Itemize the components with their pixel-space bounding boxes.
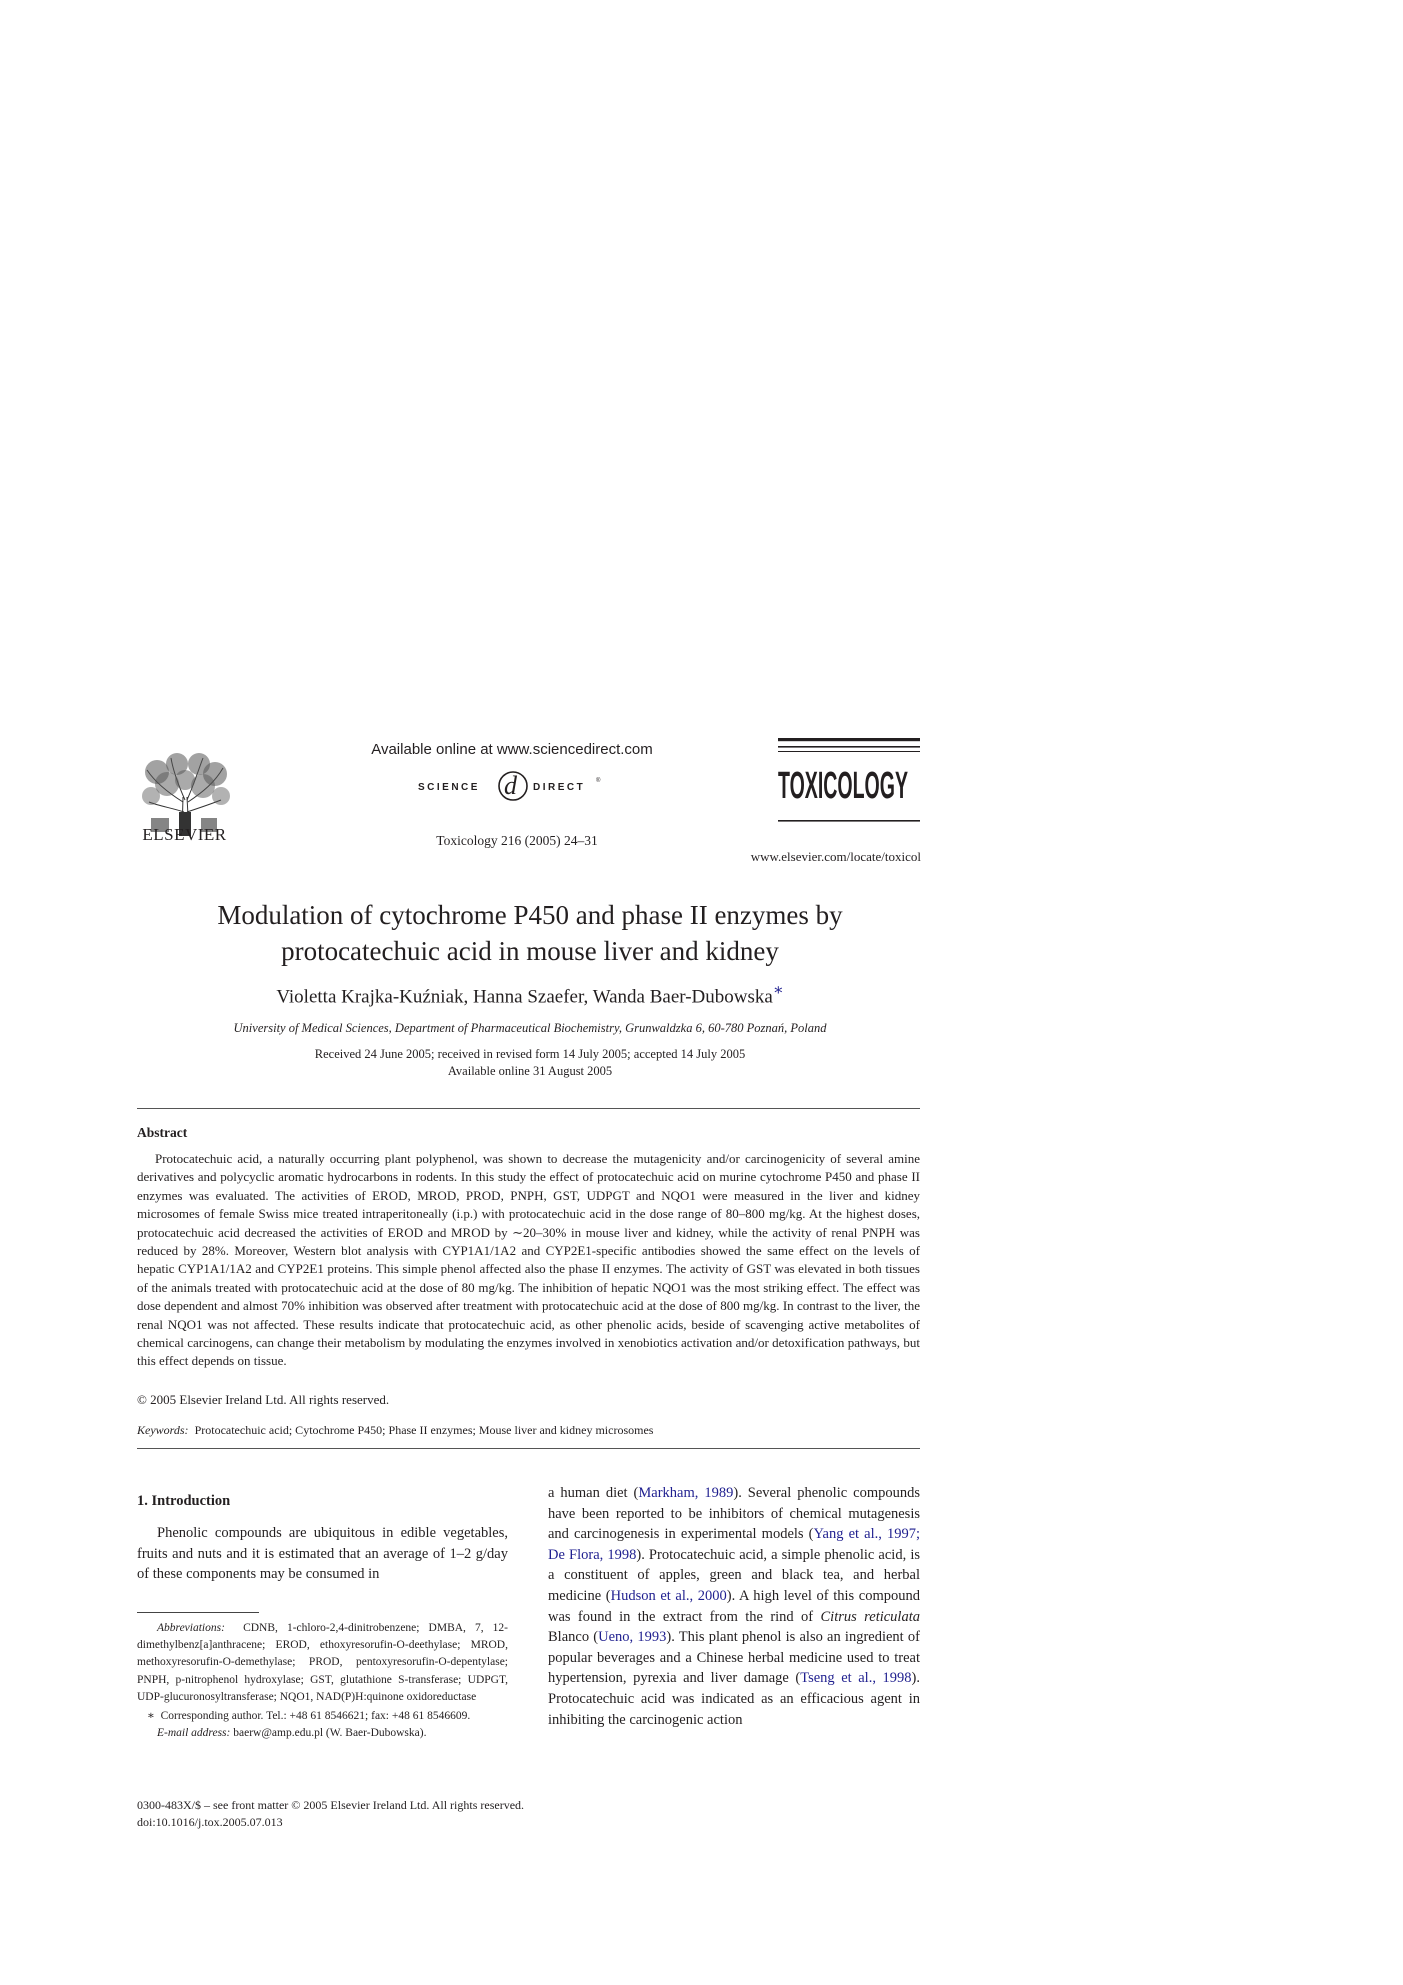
corresponding-mark: ∗ — [147, 1710, 155, 1723]
intro-text-4: ). A high level of this compound was found in the extract from the rind of — [548, 1587, 920, 1625]
affiliation: University of Medical Sciences, Department of Pharmaceutical Biochemistry, Grunwaldzka 6, 60-780 Poznań, Poland — [233, 1021, 827, 1035]
available-online-date: Available online 31 August 2005 — [447, 1064, 613, 1078]
footnote-corresponding-author — [137, 1708, 508, 1725]
paper-title — [140, 897, 920, 969]
received-dates: Received 24 June 2005; received in revised form 14 July 2005; accepted 14 July 2005 — [314, 1047, 746, 1061]
svg-text:d: d — [504, 771, 517, 800]
toxicology-masthead — [778, 738, 920, 828]
elsevier-wordmark: ELSEVIER — [142, 825, 227, 844]
citation-tseng-1998[interactable]: Tseng et al., 1998 — [800, 1670, 912, 1687]
authors-text: Violetta Krajka-Kuźniak, Hanna Szaefer, Wanda Baer-Dubowska — [276, 986, 773, 1008]
email-label: E-mail address: — [157, 1727, 231, 1740]
footnote-abbreviations — [137, 1620, 508, 1706]
abstract-copyright: © 2005 Elsevier Ireland Ltd. All rights reserved. — [137, 1392, 390, 1407]
title-line-2: protocatechuic acid in mouse liver and kidney — [281, 936, 779, 966]
sciencedirect-available-note: Available online at www.sciencedirect.com — [371, 741, 653, 758]
footnote-rule — [137, 1612, 259, 1613]
intro-text-6: ). This plant phenol is also an ingredient of popular beverages and a Chinese herbal medicine used to treat hypertension, pyrexia and liver damage ( — [548, 1629, 920, 1687]
sciencedirect-logo — [418, 767, 608, 803]
intro-text-7: ). Protocatechuic acid was indicated as an efficacious agent in inhibiting the carcinogenic action — [548, 1670, 920, 1728]
intro-right-column — [548, 1483, 920, 1730]
intro-text-1: a human diet ( — [548, 1485, 639, 1501]
abstract-bottom-rule — [137, 1448, 920, 1449]
keywords-list: Protocatechuic acid; Cytochrome P450; Phase II enzymes; Mouse liver and kidney microsomes — [194, 1423, 654, 1437]
keywords-label: Keywords: — [137, 1423, 189, 1437]
footnote-email — [137, 1725, 508, 1742]
intro-text-2: ). Several phenolic compounds have been reported to be inhibitors of chemical mutagenesis and carcinogenesis in experimental models ( — [548, 1485, 920, 1543]
abstract-top-rule — [137, 1108, 920, 1109]
doi-line[interactable]: doi:10.1016/j.tox.2005.07.013 — [137, 1815, 283, 1829]
abbreviations-label: Abbreviations: — [157, 1622, 225, 1634]
footnotes — [137, 1620, 508, 1742]
corresponding-author-mark[interactable]: ∗ — [772, 982, 784, 999]
journal-url[interactable]: www.elsevier.com/locate/toxicol — [750, 849, 921, 864]
page-footer — [137, 1797, 524, 1831]
toxicology-masthead-text: TOXICOLOGY — [778, 765, 908, 807]
intro-left-column: Phenolic compounds are ubiquitous in edible vegetables, fruits and nuts and it is estimated that an average of 1–2 g/day of these components may be consumed in — [137, 1525, 508, 1583]
citation-de-flora-1998[interactable]: De Flora, 1998 — [548, 1546, 637, 1563]
citation-markham-1989[interactable]: Markham, 1989 — [638, 1485, 734, 1501]
abbreviations-text: CDNB, 1-chloro-2,4-dinitrobenzene; DMBA, 7, 12-dimethylbenz[a]anthracene; EROD, ethoxyresorufin-O-deethylase; MROD, methoxyresorufin-O-demethylase; PROD, pentoxyresorufin-O-depentylase; PNPH, p-nitrophenol hydroxylase; GST, glutathione S-transferase; UDPGT, UDP-glucuronosyltransferase; NQO1, NAD(P)H:quinone oxidoreductase — [137, 1622, 509, 1703]
article-dates — [140, 1046, 920, 1080]
svg-text:®: ® — [596, 778, 601, 784]
citation-ueno-1993[interactable]: Ueno, 1993 — [598, 1629, 667, 1646]
citation-hudson-2000[interactable]: Hudson et al., 2000 — [610, 1587, 727, 1604]
author-list — [140, 980, 920, 1008]
species-name: Citrus reticulata — [820, 1608, 920, 1625]
intro-text-5: Blanco ( — [548, 1629, 599, 1646]
svg-text:DIRECT: DIRECT — [533, 782, 586, 793]
keywords — [137, 1423, 920, 1438]
section-heading-introduction: 1. Introduction — [137, 1493, 231, 1509]
abstract-body: Protocatechuic acid, a naturally occurring plant polyphenol, was shown to decrease the mutagenicity and/or carcinogenicity of several amine derivatives and polycyclic aromatic hydrocarbons in rodents. In this study the effect of protocatechuic acid on murine cytochrome P450 and phase II enzymes was evaluated. The activities of EROD, MROD, PROD, PNPH, GST, UDPGT and NQO1 were measured in the liver and kidney microsomes of female Swiss mice treated intraperitoneally (i.p.) with protocatechuic acid in the dose range of 80–800 mg/kg. At the highest doses, protocatechuic acid decreased the activities of EROD and MROD by ∼20–30% in mouse liver and kidney, while the activity of renal PNPH was reduced by 28%. Moreover, Western blot analysis with CYP1A1/1A2 and CYP2E1-specific antibodies showed the same effect on the levels of hepatic CYP1A1/1A2 and CYP2E1 proteins. This simple phenol affected also the phase II enzymes. The activity of GST was elevated in both tissues of the animals treated with protocatechuic acid at the dose of 80 mg/kg. The inhibition of hepatic NQO1 was the most striking effect. The effect was dose dependent and almost 70% inhibition was observed after treatment with protocatechuic acid at the dose of 800 mg/kg. In contrast to the liver, the renal NQO1 was not affected. These results indicate that protocatechuic acid, as other phenolic acids, beside of scavenging active metabolites of chemical carcinogens, can change their metabolism by modulating the enzymes involved in xenobiotics activation and/or detoxification pathways, but this effect depends on tissue. — [137, 1151, 920, 1369]
journal-citation: Toxicology 216 (2005) 24–31 — [436, 833, 598, 848]
email-address[interactable]: baerw@amp.edu.pl (W. Baer-Dubowska). — [233, 1727, 427, 1740]
title-line-1: Modulation of cytochrome P450 and phase II enzymes by — [217, 900, 843, 930]
corresponding-text: Corresponding author. Tel.: +48 61 8546621; fax: +48 61 8546609. — [160, 1710, 471, 1723]
issn-line: 0300-483X/$ – see front matter © 2005 Elsevier Ireland Ltd. All rights reserved. — [137, 1798, 525, 1812]
svg-text:SCIENCE: SCIENCE — [418, 782, 480, 793]
citation-yang-1997[interactable]: Yang et al., 1997; — [813, 1526, 921, 1543]
abstract-heading: Abstract — [137, 1125, 188, 1140]
intro-text-3: ). Protocatechuic acid, a simple phenolic acid, is a constituent of apples, green and black tea, and herbal medicine ( — [548, 1546, 920, 1604]
